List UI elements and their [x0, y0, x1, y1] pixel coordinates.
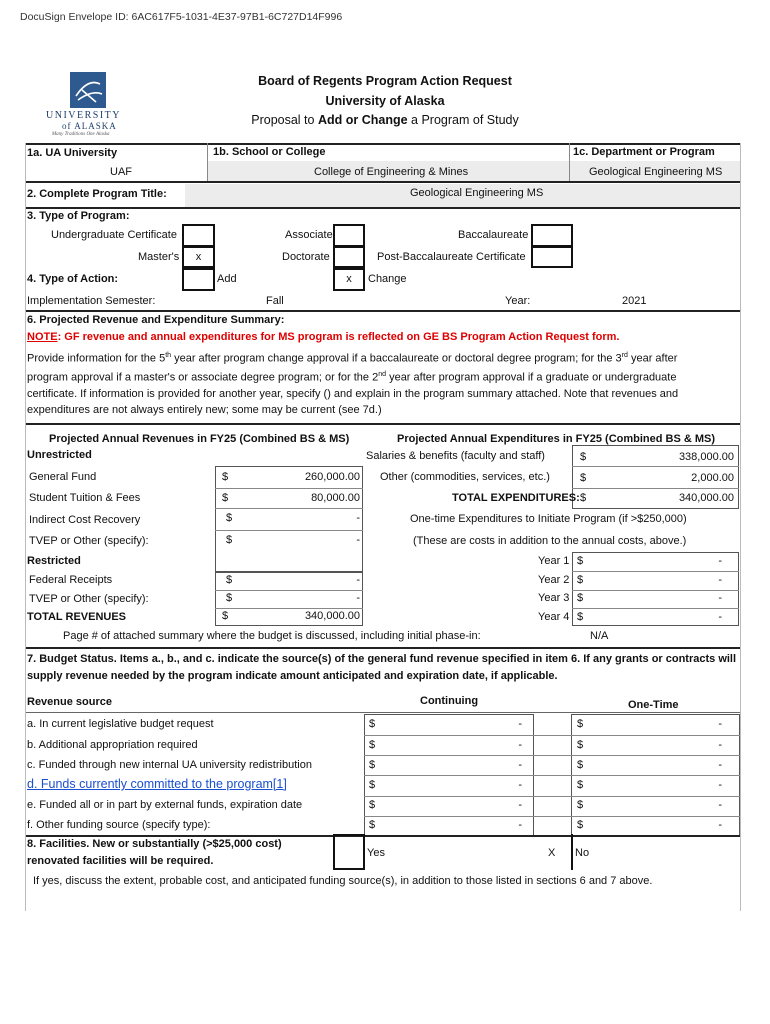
year-row-currency: $ — [577, 574, 584, 586]
year-row-currency: $ — [577, 555, 584, 567]
budget-onetime-value[interactable]: - — [718, 779, 722, 791]
restricted-row-label: TVEP or Other (specify): — [29, 593, 149, 605]
form-purpose: Proposal to Add or Change a Program of Study — [251, 113, 519, 127]
other-expenditure-value[interactable]: 2,000.00 — [691, 472, 734, 484]
restricted-row-label: Federal Receipts — [29, 574, 113, 586]
budget-continuing-value[interactable]: - — [518, 779, 522, 791]
program-title-label: 2. Complete Program Title: — [27, 188, 167, 200]
form-title: Board of Regents Program Action Request — [258, 74, 512, 88]
program-title-value[interactable]: Geological Engineering MS — [410, 187, 544, 199]
continuing-header: Continuing — [420, 695, 479, 707]
year-value[interactable]: 2021 — [622, 295, 647, 307]
revenue-row-value[interactable]: - — [356, 512, 360, 524]
budget-onetime-currency: $ — [577, 779, 584, 791]
revenue-row-label: General Fund — [29, 471, 97, 483]
page-reference-label: Page # of attached summary where the budget is discussed, including initial phase-in: — [63, 630, 481, 642]
logo-tagline: Many Traditions One Alaska — [52, 132, 110, 137]
budget-onetime-value[interactable]: - — [718, 739, 722, 751]
revenue-row-value[interactable]: - — [356, 534, 360, 546]
unrestricted-label: Unrestricted — [27, 449, 92, 461]
other-expenditure-currency: $ — [580, 472, 587, 484]
budget-onetime-value[interactable]: - — [718, 759, 722, 771]
budget-row-label: e. Funded all or in part by external funds, expiration date — [27, 799, 303, 811]
facilities-line2: renovated facilities will be required. — [27, 855, 214, 867]
baccalaureate-checkbox[interactable] — [531, 224, 573, 247]
gf-note: NOTE: GF revenue and annual expenditures for MS program is reflected on GE BS Program Action Request form. — [27, 331, 620, 343]
undergrad-cert-checkbox[interactable] — [182, 224, 215, 247]
year-row-value[interactable]: - — [718, 574, 722, 586]
revenue-source-header: Revenue source — [27, 696, 112, 708]
budget-onetime-value[interactable]: - — [718, 718, 722, 730]
facilities-yes-label: Yes — [367, 847, 385, 859]
year-row-label: Year 1 — [538, 555, 570, 567]
budget-continuing-value[interactable]: - — [518, 739, 522, 751]
year-row-value[interactable]: - — [718, 555, 722, 567]
instructions-line4: expenditures are not always entirely new; some may be current (see 7d.) — [27, 404, 382, 416]
restricted-row-currency: $ — [226, 574, 233, 586]
add-checkbox[interactable] — [182, 268, 215, 291]
total-revenues-value[interactable]: 340,000.00 — [304, 610, 360, 622]
department-value[interactable]: Geological Engineering MS — [589, 166, 723, 178]
salaries-value[interactable]: 338,000.00 — [678, 451, 734, 463]
budget-status-line1: 7. Budget Status. Items a., b., and c. indicate the source(s) of the general fund revenue specified in item 6. If any grants or contracts will — [27, 653, 737, 665]
budget-onetime-value[interactable]: - — [718, 799, 722, 811]
budget-row-label: a. In current legislative budget request — [27, 718, 214, 730]
restricted-label: Restricted — [27, 555, 81, 567]
logo-line2: of ALASKA — [62, 121, 117, 131]
total-expenditures-value[interactable]: 340,000.00 — [678, 492, 734, 504]
form-subtitle: University of Alaska — [325, 94, 445, 108]
baccalaureate-label: Baccalaureate — [458, 229, 529, 241]
budget-continuing-currency: $ — [369, 799, 376, 811]
budget-continuing-value[interactable]: - — [518, 718, 522, 730]
impl-semester-value[interactable]: Fall — [266, 295, 284, 307]
onetime-expenditures-note: (These are costs in addition to the annual costs, above.) — [413, 535, 687, 547]
budget-onetime-currency: $ — [577, 759, 584, 771]
post-bacc-checkbox[interactable] — [531, 246, 573, 268]
facilities-note: If yes, discuss the extent, probable cost, and anticipated funding source(s), in addition to those listed in sections 6 and 7 above. — [33, 875, 653, 887]
ua-university-value[interactable]: UAF — [110, 166, 132, 178]
budget-continuing-value[interactable]: - — [518, 759, 522, 771]
restricted-row-currency: $ — [226, 592, 233, 604]
budget-continuing-currency: $ — [369, 819, 376, 831]
revenue-row-currency: $ — [226, 512, 233, 524]
facilities-no-label: No — [575, 847, 590, 859]
facilities-line1: 8. Facilities. New or substantially (>$25,000 cost) — [27, 838, 282, 850]
restricted-row-value[interactable]: - — [356, 574, 360, 586]
revenue-row-label: Student Tuition & Fees — [29, 492, 141, 504]
year-row-label: Year 4 — [538, 611, 570, 623]
budget-onetime-currency: $ — [577, 718, 584, 730]
school-college-label: 1b. School or College — [213, 146, 326, 158]
year-row-value[interactable]: - — [718, 611, 722, 623]
facilities-no-checkbox[interactable] — [563, 834, 573, 870]
budget-continuing-currency: $ — [369, 759, 376, 771]
year-label: Year: — [505, 295, 531, 307]
program-type-label: 3. Type of Program: — [27, 210, 130, 222]
revenue-row-value[interactable]: 260,000.00 — [304, 471, 360, 483]
budget-onetime-currency: $ — [577, 739, 584, 751]
undergrad-cert-label: Undergraduate Certificate — [51, 229, 177, 241]
instructions-line2: program approval if a master's or associate degree program; or for the 2nd year after program approval if a graduate or undergraduate — [27, 371, 677, 384]
total-expenditures-currency: $ — [580, 492, 587, 504]
other-expenditure-label: Other (commodities, services, etc.) — [380, 471, 550, 483]
facilities-no-mark[interactable]: X — [548, 847, 556, 859]
budget-onetime-currency: $ — [577, 819, 584, 831]
budget-continuing-value[interactable]: - — [518, 799, 522, 811]
instructions-line1: Provide information for the 5th year after program change approval if a baccalaureate or doctoral degree program; for the 3rd year after — [27, 352, 678, 365]
page-reference-value[interactable]: N/A — [590, 630, 609, 642]
budget-continuing-currency: $ — [369, 739, 376, 751]
budget-continuing-value[interactable]: - — [518, 819, 522, 831]
action-type-label: 4. Type of Action: — [27, 273, 119, 285]
post-bacc-label: Post-Baccalaureate Certificate — [377, 251, 526, 263]
year-row-label: Year 2 — [538, 574, 570, 586]
budget-status-line2: supply revenue needed by the program indicate amount anticipated and expiration date, if applicable. — [27, 670, 558, 682]
masters-checkbox[interactable]: x — [182, 246, 215, 268]
salaries-label: Salaries & benefits (faculty and staff) — [366, 450, 545, 462]
revenue-row-value[interactable]: 80,000.00 — [311, 492, 360, 504]
budget-row-label: b. Additional appropriation required — [27, 739, 198, 751]
budget-onetime-currency: $ — [577, 799, 584, 811]
facilities-yes-checkbox[interactable] — [333, 834, 365, 870]
change-label: Change — [368, 273, 407, 285]
doctorate-checkbox[interactable] — [333, 246, 365, 268]
budget-continuing-currency: $ — [369, 779, 376, 791]
envelope-id: DocuSign Envelope ID: 6AC617F5-1031-4E37-97B1-6C727D14F996 — [20, 11, 343, 23]
masters-label: Master's — [138, 251, 180, 263]
revenue-row-label: TVEP or Other (specify): — [29, 535, 149, 547]
budget-row-label: f. Other funding source (specify type): — [27, 819, 211, 831]
instructions-line3: certificate. If information is provided for another year, specify () and explain in the program summary attached. Note that revenues and — [27, 388, 679, 400]
budget-onetime-value[interactable]: - — [718, 819, 722, 831]
change-checkbox[interactable]: x — [333, 268, 365, 291]
year-row-currency: $ — [577, 592, 584, 604]
onetime-expenditures-label: One-time Expenditures to Initiate Program (if >$250,000) — [410, 513, 687, 525]
revenues-header: Projected Annual Revenues in FY25 (Combined BS & MS) — [49, 433, 350, 445]
associate-label: Associate — [285, 229, 333, 241]
total-revenues-label: TOTAL REVENUES — [27, 611, 127, 623]
ua-university-label: 1a. UA University — [27, 147, 118, 159]
revenue-row-currency: $ — [226, 534, 233, 546]
total-revenues-currency: $ — [222, 610, 229, 622]
year-row-value[interactable]: - — [718, 592, 722, 604]
revenue-row-label: Indirect Cost Recovery — [29, 514, 141, 526]
budget-row-label: c. Funded through new internal UA university redistribution — [27, 759, 312, 771]
onetime-header: One-Time — [628, 699, 679, 711]
doctorate-label: Doctorate — [282, 251, 330, 263]
budget-continuing-currency: $ — [369, 718, 376, 730]
salaries-currency: $ — [580, 451, 587, 463]
revenue-row-currency: $ — [222, 471, 229, 483]
associate-checkbox[interactable] — [333, 224, 365, 247]
committed-funds-link[interactable]: d. Funds currently committed to the program[1] — [27, 777, 287, 791]
logo-line1: UNIVERSITY — [46, 110, 121, 121]
impl-semester-label: Implementation Semester: — [27, 295, 156, 307]
total-expenditures-label: TOTAL EXPENDITURES: — [452, 492, 580, 504]
year-row-currency: $ — [577, 611, 584, 623]
projected-summary-label: 6. Projected Revenue and Expenditure Summary: — [27, 314, 285, 326]
add-label: Add — [217, 273, 237, 285]
department-label: 1c. Department or Program — [573, 146, 715, 158]
restricted-row-value[interactable]: - — [356, 592, 360, 604]
revenue-row-currency: $ — [222, 492, 229, 504]
expenditures-header: Projected Annual Expenditures in FY25 (Combined BS & MS) — [397, 433, 716, 445]
school-college-value[interactable]: College of Engineering & Mines — [314, 166, 469, 178]
year-row-label: Year 3 — [538, 592, 570, 604]
